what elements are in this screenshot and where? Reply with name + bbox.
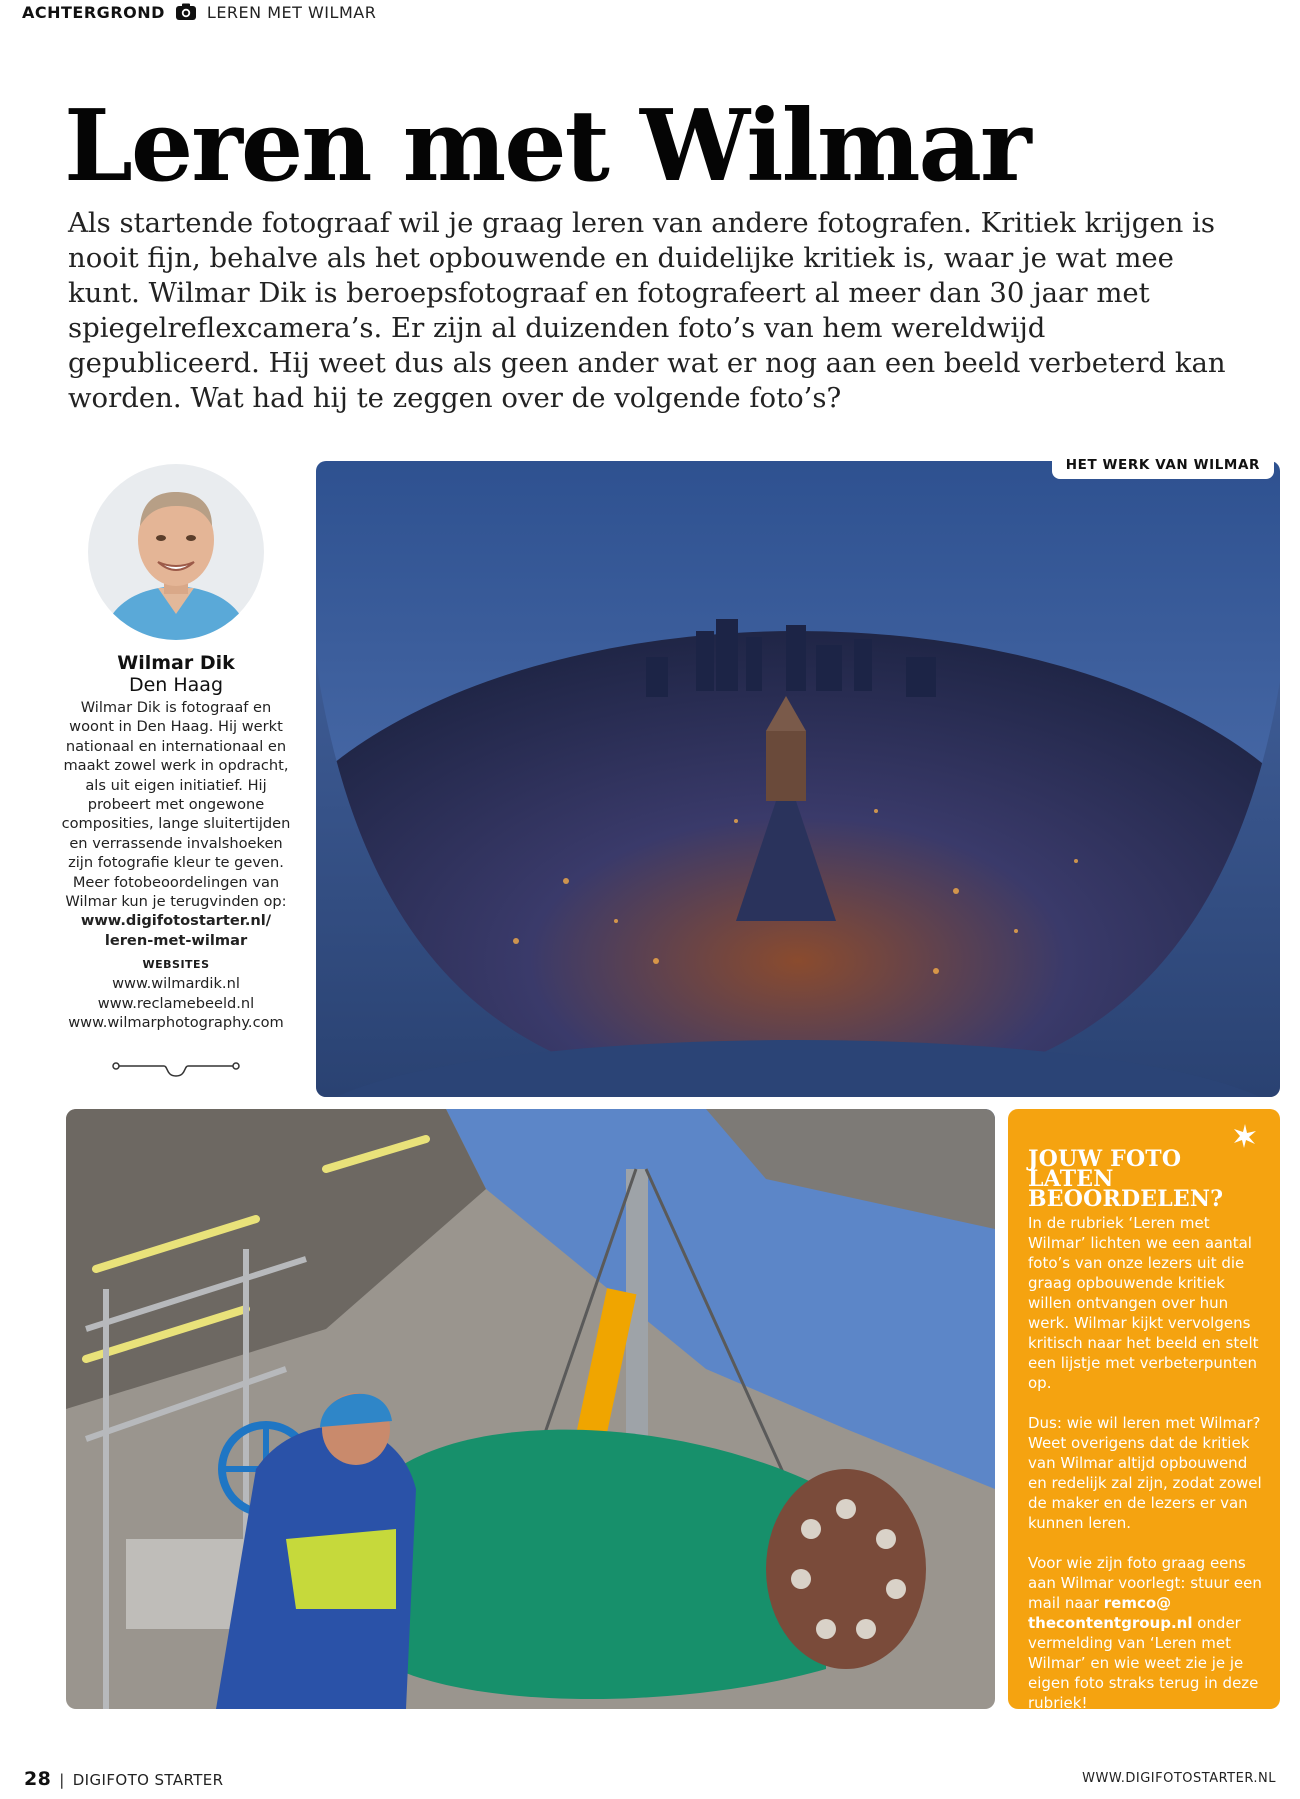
- submit-box-paragraph: In de rubriek ‘Leren met Wilmar’ lichten we een aantal foto’s van onze lezers uit die graag opbouwende kritiek willen ontvangen over hun werk. Wilmar kijkt vervolgens kritisch naar het beeld en stelt een lijstje met verbeterpunten op.: [1028, 1214, 1259, 1392]
- subsection-label: LEREN MET WILMAR: [206, 2, 377, 22]
- footer-website[interactable]: WWW.DIGIFOTOSTARTER.NL: [1082, 1771, 1276, 1786]
- city-fisheye-photo: [316, 461, 1280, 1097]
- article-title: Leren met Wilmar: [64, 89, 1030, 204]
- section-label: ACHTERGROND: [22, 2, 165, 22]
- websites-label: WEBSITES: [142, 958, 210, 972]
- page-number: 28: [24, 1768, 52, 1790]
- footer-separator: |: [59, 1771, 65, 1789]
- magazine-name: DIGIFOTO STARTER: [72, 1771, 224, 1789]
- camera-icon: [175, 3, 197, 21]
- submit-box-paragraph: [1028, 1553, 1266, 1713]
- website-link[interactable]: www.wilmardik.nl: [112, 975, 240, 993]
- profile-link[interactable]: www.digifotostarter.nl/ leren-met-wilmar: [80, 912, 272, 949]
- submit-box-text: Voor wie zijn foto graag eens aan Wilmar voorlegt: stuur een mail naar: [1028, 1554, 1262, 1612]
- author-bio: [58, 698, 294, 950]
- photo-tag: HET WERK VAN WILMAR: [1052, 452, 1274, 479]
- author-bio-text: Wilmar Dik is fotograaf en woont in Den Haag. Hij werkt nationaal en internationaal en maakt zowel werk in opdracht, als uit eigen initiatief. Hij probeert met ongewone composities, lange sluitertijden en verrassende invalshoeken zijn fotografie kleur te geven. Meer fotobeoordelingen van Wilmar kun je terugvinden op:: [61, 699, 291, 911]
- author-profile: [58, 652, 294, 1033]
- website-link[interactable]: www.wilmarphotography.com: [68, 1014, 284, 1032]
- sparkle-icon: [1232, 1123, 1258, 1149]
- submit-photo-box: [1008, 1109, 1280, 1712]
- footer-left: [24, 1768, 224, 1790]
- email-link[interactable]: remco@ thecontentgroup.nl: [1028, 1594, 1193, 1632]
- ornament-divider: [112, 1060, 240, 1082]
- author-city: Den Haag: [128, 674, 224, 696]
- website-link[interactable]: www.reclamebeeld.nl: [97, 994, 255, 1012]
- section-header: [22, 0, 376, 24]
- valve-installation-photo: [66, 1109, 995, 1709]
- submit-box-paragraph: Dus: wie wil leren met Wilmar? Weet overigens dat de kritiek van Wilmar altijd opbouwend en redelijk zal zijn, zodat zowel de maker en de lezers er van kunnen leren.: [1028, 1414, 1262, 1532]
- article-intro: Als startende fotograaf wil je graag leren van andere fotografen. Kritiek krijgen is nooit fijn, behalve als het opbouwende en duidelijke kritiek is, waar je wat mee kunt. Wilmar Dik is beroepsfotograaf en fotografeert al meer dan 30 jaar met spiegelreflexcamera’s. Er zijn al duizenden foto’s van hem wereldwijd gepubliceerd. Hij weet dus als geen ander wat er nog aan een beeld verbeterd kan worden. Wat had hij te zeggen over de volgende foto’s?: [68, 207, 1226, 414]
- author-name: Wilmar Dik: [117, 652, 235, 674]
- avatar: [88, 464, 264, 640]
- submit-box-heading: JOUW FOTO LATEN BEOORDELEN?: [1028, 1146, 1224, 1212]
- submit-box-text: onder vermelding van ‘Leren met Wilmar’ en wie weet zie je je eigen foto straks terug in deze rubriek!: [1028, 1614, 1259, 1712]
